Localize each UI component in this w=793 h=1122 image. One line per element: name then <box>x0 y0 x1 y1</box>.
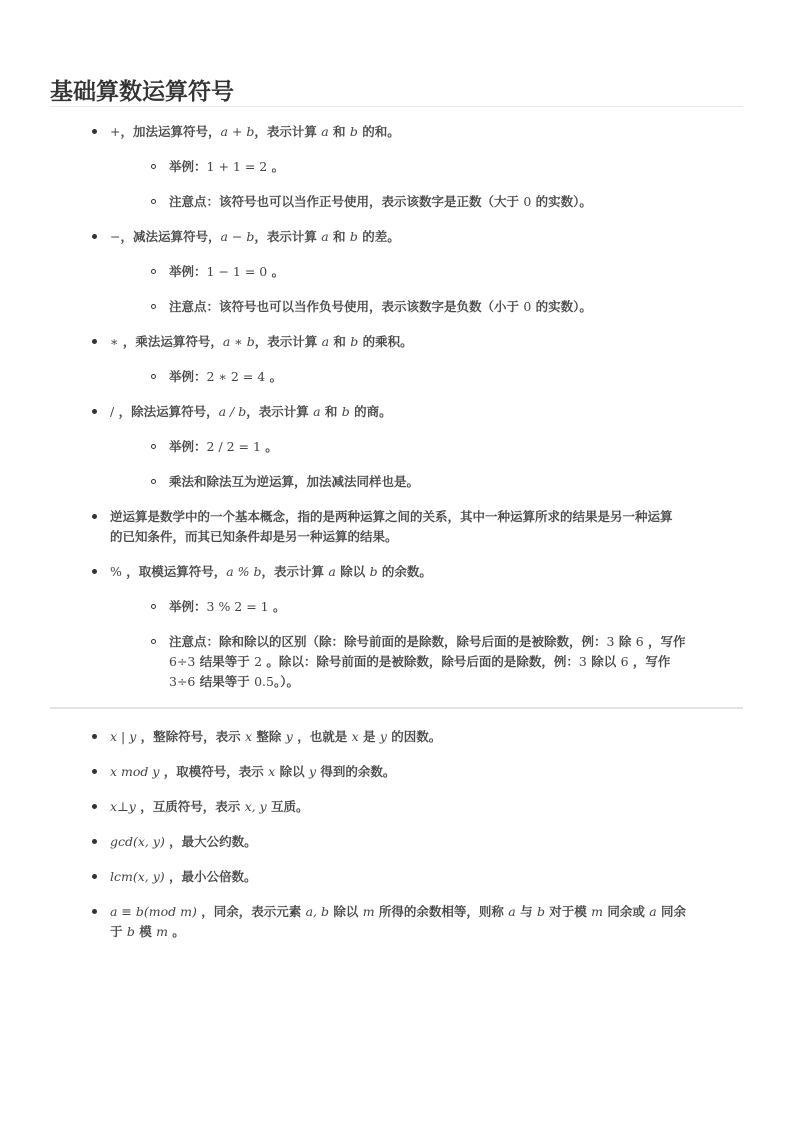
list-item-mod-operator: x mod y ，取模符号，表示 x 除以 y 得到的余数。 <box>110 764 396 779</box>
bullet-circle <box>151 269 156 274</box>
bullet-disc <box>92 874 97 879</box>
bullet-disc <box>92 409 97 414</box>
list-item-gcd: gcd(x, y) ，最大公约数。 <box>110 834 257 849</box>
bullet-circle <box>151 639 156 644</box>
list-item-congruence-line2: 于 b 模 m 。 <box>110 924 185 939</box>
list-item-divide-note: 乘法和除法互为逆运算，加法减法同样也是。 <box>169 474 420 489</box>
list-item-congruence-line1: a ≡ b(mod m) ，同余，表示元素 a, b 除以 m 所得的余数相等，则称 a 与 b 对于模 m 同余或 a 同余 <box>110 904 687 919</box>
bullet-circle <box>151 304 156 309</box>
list-item-divide-example: 举例：2 / 2 = 1 。 <box>169 439 278 454</box>
list-item-inverse-line1: 逆运算是数学中的一个基本概念，指的是两种运算之间的关系，其中一种运算所求的结果是另一种运算 <box>110 509 673 524</box>
list-item-multiply-example: 举例：2 ∗ 2 = 4 。 <box>169 369 283 384</box>
list-item-minus: −，减法运算符号，a − b，表示计算 a 和 b 的差。 <box>110 229 400 244</box>
bullet-disc <box>92 569 97 574</box>
bullet-disc <box>92 909 97 914</box>
list-item-minus-example: 举例：1 − 1 = 0 。 <box>169 264 285 279</box>
bullet-circle <box>151 199 156 204</box>
bullet-disc <box>92 769 97 774</box>
bullet-circle <box>151 444 156 449</box>
bullet-disc <box>92 734 97 739</box>
bullet-disc <box>92 804 97 809</box>
list-item-minus-note: 注意点：该符号也可以当作负号使用，表示该数字是负数（小于 0 的实数）。 <box>169 299 592 314</box>
list-item-plus-example: 举例：1 + 1 = 2 。 <box>169 159 285 174</box>
bullet-circle <box>151 604 156 609</box>
horizontal-rule <box>50 707 743 709</box>
bullet-circle <box>151 479 156 484</box>
list-item-modulo-example: 举例：3 % 2 = 1 。 <box>169 599 286 614</box>
list-item-multiply: ∗ ，乘法运算符号，a ∗ b，表示计算 a 和 b 的乘积。 <box>110 334 413 349</box>
bullet-disc <box>92 839 97 844</box>
bullet-disc <box>92 129 97 134</box>
list-item-lcm: lcm(x, y) ，最小公倍数。 <box>110 869 257 884</box>
bullet-disc <box>92 514 97 519</box>
bullet-disc <box>92 234 97 239</box>
list-item-inverse-line2: 的已知条件，而其已知条件却是另一种运算的结果。 <box>110 529 398 544</box>
list-item-modulo-note-line3: 3÷6 结果等于 0.5。）。 <box>169 674 300 689</box>
bullet-circle <box>151 374 156 379</box>
list-item-modulo-note-line2: 6÷3 结果等于 2 。除以：除号前面的是被除数，除号后面的是除数，例：3 除以 6 ，写作 <box>169 654 671 669</box>
bullet-circle <box>151 164 156 169</box>
list-item-plus-note: 注意点：该符号也可以当作正号使用，表示该数字是正数（大于 0 的实数）。 <box>169 194 592 209</box>
list-item-divide: / ，除法运算符号，a / b，表示计算 a 和 b 的商。 <box>110 404 392 419</box>
list-item-plus: +，加法运算符号，a + b，表示计算 a 和 b 的和。 <box>110 124 400 139</box>
bullet-disc <box>92 339 97 344</box>
list-item-modulo: % ，取模运算符号，a % b，表示计算 a 除以 b 的余数。 <box>110 564 432 579</box>
list-item-modulo-note-line1: 注意点：除和除以的区别（除：除号前面的是除数，除号后面的是被除数，例：3 除 6 ，写作 <box>169 634 686 649</box>
list-item-divides: x | y ，整除符号，表示 x 整除 y ，也就是 x 是 y 的因数。 <box>110 729 442 744</box>
page-title: 基础算数运算符号 <box>50 76 743 107</box>
list-item-coprime: x⊥y ，互质符号，表示 x, y 互质。 <box>110 799 309 814</box>
